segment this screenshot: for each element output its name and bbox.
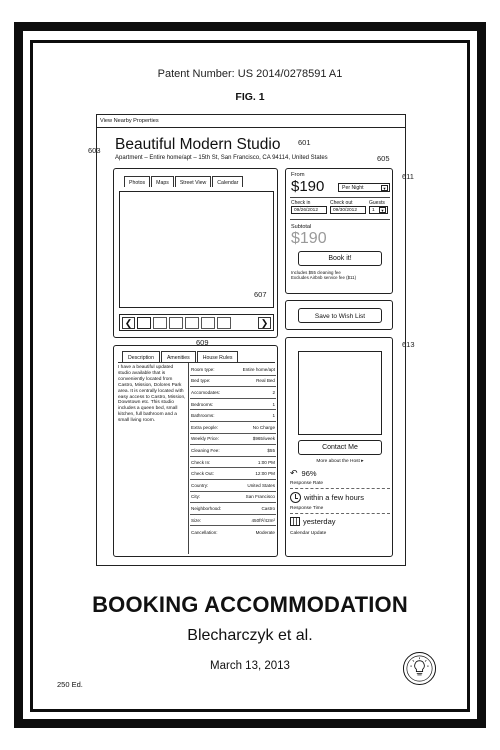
detail-value: No Charge (252, 424, 275, 430)
reference-numeral-607: 607 (254, 290, 267, 299)
subtotal-amount: $190 (291, 230, 327, 247)
thumbnail[interactable] (153, 317, 167, 329)
response-time-label: Response Time (290, 506, 324, 511)
reference-numeral-603: 603 (88, 146, 101, 155)
document-title: BOOKING ACCOMMODATION (92, 592, 408, 617)
checkin-label: Check in (291, 200, 311, 206)
next-photo-arrow-icon[interactable]: ❯ (258, 317, 271, 329)
detail-label: Bed type: (191, 378, 211, 384)
detail-value: $965/week (252, 436, 275, 442)
detail-value: 12:00 PM (255, 471, 275, 477)
detail-value: 1 (272, 413, 275, 419)
listing-description: I have a beautiful updated studio available that is conveniently located from Castro, Mission, Dolores Park area. It is centrally located with easy access to Castro, Mission, Downtown etc. This studio includes a queen bed, small kitchen, full bathroom and a small living room. (118, 365, 186, 424)
guests-label: Guests (369, 200, 385, 206)
service-fee-note: Excludes Airbnb service fee ($11) (291, 275, 357, 281)
detail-label: Check In: (191, 459, 211, 465)
nearby-properties-link[interactable]: View Nearby Properties (97, 115, 405, 128)
detail-tab-bar (122, 351, 239, 362)
photo-viewer[interactable] (119, 191, 274, 308)
wishlist-panel (285, 300, 393, 330)
detail-value: San Francisco (245, 494, 275, 500)
edition-label: 250 Ed. (57, 680, 83, 689)
price-period-value: Per Night (342, 185, 364, 191)
photo-panel (113, 168, 278, 338)
detail-value: $55 (267, 447, 275, 453)
detail-label: Bathrooms: (191, 413, 215, 419)
book-it-button[interactable]: Book it! (298, 251, 382, 266)
guests-value: 1 (372, 208, 375, 213)
reference-numeral-601: 601 (298, 138, 311, 147)
tab-house-rules[interactable]: House Rules (197, 351, 239, 362)
detail-label: Extra people: (191, 424, 219, 430)
response-time (290, 492, 364, 503)
detail-value: United States (247, 482, 275, 488)
detail-label: Bedrooms: (191, 401, 214, 407)
property-address: Apartment – Entire home/apt – 15th St, San Francisco, CA 94114, United States (115, 155, 328, 161)
detail-label: Weekly Price: (191, 436, 219, 442)
response-time-value: within a few hours (304, 493, 365, 502)
host-panel (285, 337, 393, 557)
subtotal-label: Subtotal (291, 224, 312, 230)
thumbnail[interactable] (217, 317, 231, 329)
reply-arrow-icon: ↶ (290, 468, 298, 478)
lightbulb-seal-icon (402, 651, 437, 686)
tab-calendar[interactable]: Calendar (212, 176, 243, 187)
detail-label: City: (191, 494, 201, 500)
tab-photos[interactable]: Photos (124, 176, 150, 187)
response-rate-label: Response Rate (290, 481, 324, 486)
publication-date: March 13, 2013 (210, 660, 290, 672)
fee-note (291, 270, 356, 280)
dropdown-arrow-icon: ▼ (380, 208, 385, 213)
table-row (190, 445, 276, 457)
table-row (190, 526, 276, 538)
detail-value: 450ft²/42m² (251, 517, 275, 523)
detail-value: 2 (272, 389, 275, 395)
cleaning-fee-note: Includes $55 cleaning fee (291, 270, 341, 275)
property-title: Beautiful Modern Studio (115, 136, 281, 153)
figure-label: FIG. 1 (235, 91, 265, 103)
price-from-label: From (291, 172, 305, 178)
table-row (190, 457, 276, 469)
contact-me-button[interactable]: Contact Me (298, 440, 382, 455)
authors: Blecharczyk et al. (187, 627, 313, 644)
reference-numeral-611: 611 (402, 172, 414, 181)
thumbnail[interactable] (137, 317, 151, 329)
patent-number: Patent Number: US 2014/0278591 A1 (157, 68, 343, 80)
reference-numeral-609: 609 (196, 338, 209, 347)
checkout-label: Check out (330, 200, 353, 206)
table-row (190, 480, 276, 492)
thumbnail[interactable] (201, 317, 215, 329)
detail-label: Accomodates: (191, 389, 221, 395)
previous-photo-arrow-icon[interactable]: ❮ (122, 317, 135, 329)
detail-value: Moderate (255, 529, 275, 535)
table-row (190, 399, 276, 411)
detail-value: Entire home/apt (242, 366, 275, 372)
detail-label: Room type: (191, 366, 215, 372)
detail-label: Size: (191, 517, 202, 523)
save-to-wishlist-button[interactable]: Save to Wish List (298, 308, 382, 323)
tab-amenities[interactable]: Amenities (161, 351, 196, 362)
detail-value: 1 (272, 401, 275, 407)
photo-tab-bar (124, 176, 244, 187)
response-rate-value: 96% (301, 469, 317, 478)
table-row (190, 503, 276, 515)
guests-select[interactable] (369, 206, 388, 214)
price-period-select[interactable] (338, 183, 390, 192)
calendar-icon (290, 517, 300, 526)
host-photo (298, 351, 382, 435)
details-panel (113, 345, 278, 557)
detail-label: Neighborhood: (191, 505, 222, 511)
table-row (190, 515, 276, 527)
clock-icon (290, 492, 301, 503)
thumbnail[interactable] (169, 317, 183, 329)
reference-numeral-613: 613 (402, 340, 415, 349)
detail-value: 1:00 PM (257, 459, 275, 465)
detail-label: Cleaning Fee: (191, 447, 220, 453)
detail-label: Cancellation: (191, 529, 218, 535)
detail-value: Castro (261, 505, 275, 511)
table-row (190, 434, 276, 446)
more-about-host-link[interactable]: More about the Host ▸ (316, 459, 364, 464)
calendar-update (290, 517, 336, 526)
detail-label: Check Out: (191, 471, 214, 477)
nightly-price: $190 (291, 178, 325, 195)
detail-value: Real Bed (256, 378, 275, 384)
thumbnail-strip (119, 314, 274, 331)
booking-panel (285, 168, 393, 294)
table-row (190, 468, 276, 480)
table-row (190, 364, 276, 376)
table-row (190, 376, 276, 388)
dropdown-arrow-icon: ▼ (382, 186, 387, 191)
table-row (190, 492, 276, 504)
calendar-update-value: yesterday (303, 517, 336, 526)
tab-maps[interactable]: Maps (151, 176, 174, 187)
detail-label: Country: (191, 482, 209, 488)
table-row (190, 387, 276, 399)
checkout-date-field[interactable]: 09/30/2012 (330, 206, 366, 214)
listing-window (96, 114, 406, 566)
table-row (190, 422, 276, 434)
table-row (190, 410, 276, 422)
thumbnail[interactable] (185, 317, 199, 329)
listing-details-table (190, 364, 276, 538)
reference-numeral-605: 605 (377, 154, 390, 163)
tab-street-view[interactable]: Street View (175, 176, 211, 187)
calendar-update-label: Calendar Update (290, 531, 327, 536)
response-rate (290, 468, 317, 479)
checkin-date-field[interactable]: 09/26/2012 (291, 206, 327, 214)
tab-description[interactable]: Description (122, 351, 160, 362)
